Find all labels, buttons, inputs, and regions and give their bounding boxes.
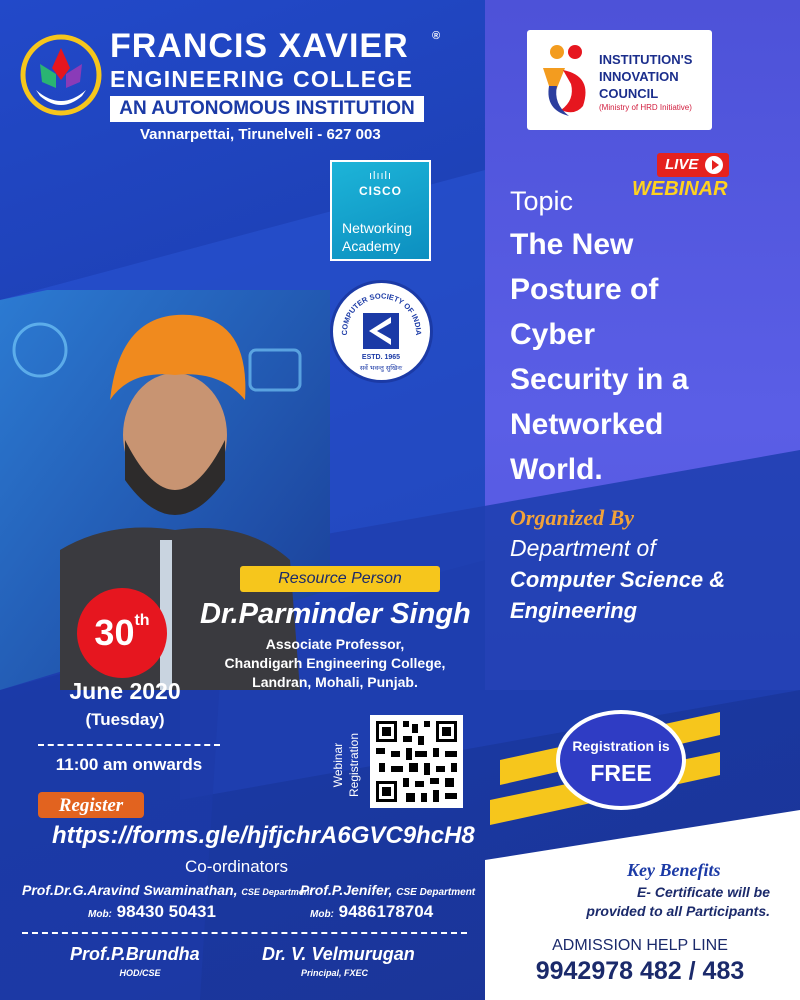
registration-free-badge (556, 710, 686, 810)
coordinator1-dept: CSE Department (241, 887, 313, 897)
qr-label-line1: Webinar (331, 742, 345, 788)
topic-title-line: Posture of (510, 273, 659, 306)
resource-person-college: Chandigarh Engineering College, (224, 655, 446, 671)
iic-line2: INNOVATION (599, 69, 679, 84)
iic-line4: (Ministry of HRD Initiative) (599, 103, 692, 112)
registered-mark: ® (432, 30, 441, 42)
divider (38, 744, 220, 746)
registration-free-line1: Registration is (572, 738, 670, 754)
department-line3: Engineering (510, 598, 638, 623)
admission-helpline-title: ADMISSION HELP LINE (552, 937, 728, 954)
iic-line1: INSTITUTION'S (599, 52, 693, 67)
key-benefits-line2: provided to all Participants. (586, 903, 770, 919)
coordinator2-dept: CSE Department (396, 887, 476, 898)
topic-title-line: Networked (510, 408, 664, 441)
college-subtitle: ENGINEERING COLLEGE (110, 66, 414, 92)
date-circle (77, 588, 167, 678)
register-label: Register (58, 795, 124, 816)
hod-name: Prof.P.Brundha (70, 944, 200, 964)
coordinator2-mobile: Mob: 9486178704 (310, 902, 434, 921)
resource-person-name: Dr.Parminder Singh (200, 598, 471, 630)
principal-role: Principal, FXEC (300, 968, 369, 978)
register-badge (38, 792, 144, 818)
registration-qr-code[interactable] (370, 715, 463, 808)
topic-title-line: World. (510, 453, 603, 486)
hod-role: HOD/CSE (119, 968, 161, 978)
topic-title (510, 222, 760, 492)
qr-code-icon (370, 715, 463, 808)
cisco-academy-logo (330, 160, 431, 261)
topic-title-line: Security in a (510, 363, 689, 396)
coordinator1-name: Prof.Dr.G.Aravind Swaminathan, CSE Department (22, 882, 313, 898)
date-weekday: (Tuesday) (85, 710, 165, 729)
live-badge (657, 153, 729, 177)
divider (22, 932, 467, 934)
event-time: 11:00 am onwards (55, 755, 203, 774)
resource-person-badge: Resource Person (240, 566, 440, 592)
registration-free-line2: FREE (590, 760, 652, 786)
qr-label-line2: Registration (347, 732, 361, 798)
cisco-line1: Networking (342, 220, 413, 236)
iic-logo-card (527, 30, 712, 130)
coordinators-title: Co-ordinators (185, 857, 288, 876)
webinar-label: WEBINAR (632, 178, 728, 200)
csi-emblem-icon (333, 283, 430, 380)
date-day: 30th (94, 612, 150, 653)
date-suffix: th (134, 612, 150, 629)
cisco-bars-icon: ılıılı (368, 170, 393, 182)
resource-person-location: Landran, Mohali, Punjab. (252, 674, 418, 690)
college-logo-icon (20, 30, 102, 120)
principal-name: Dr. V. Velmurugan (262, 944, 415, 964)
topic-title-line: Cyber (510, 318, 596, 351)
csi-ring-text: COMPUTER SOCIETY OF INDIA (339, 291, 424, 336)
cisco-brand: CISCO (358, 184, 402, 198)
iic-logo-icon (535, 40, 597, 120)
autonomous-banner: AN AUTONOMOUS INSTITUTION (110, 96, 424, 122)
live-label: LIVE (665, 156, 699, 173)
qr-label (320, 720, 372, 810)
department-line1: Department of (510, 535, 656, 561)
play-icon (705, 156, 723, 174)
topic-title-line: The New (510, 228, 634, 261)
csi-estd: ESTD. 1965 (361, 354, 401, 361)
csi-seal-logo (330, 280, 433, 383)
topic-label: Topic (510, 186, 574, 216)
iic-line3: COUNCIL (599, 86, 659, 101)
admission-helpline-phone[interactable]: 9942978 482 / 483 (535, 957, 745, 985)
csi-motto: सर्वे भवन्तु सुखिनः (359, 364, 403, 372)
cisco-line2: Academy (342, 238, 401, 254)
date-month-year: June 2020 (69, 678, 181, 704)
organized-by-label: Organized By (510, 505, 635, 530)
registration-link[interactable]: https://forms.gle/hjfjchrA6GVC9hcH8 (52, 822, 475, 849)
college-name: FRANCIS XAVIER (110, 27, 409, 65)
coordinator1-mobile: Mob: 98430 50431 (88, 902, 216, 921)
coordinator2-name: Prof.P.Jenifer, CSE Department (300, 882, 476, 898)
college-address: Vannarpettai, Tirunelveli - 627 003 (140, 126, 381, 143)
department-line2: Computer Science & (510, 567, 726, 592)
resource-person-title: Associate Professor, (265, 636, 405, 652)
key-benefits-title: Key Benefits (627, 860, 721, 880)
key-benefits-line1: E- Certificate will be (636, 884, 770, 900)
